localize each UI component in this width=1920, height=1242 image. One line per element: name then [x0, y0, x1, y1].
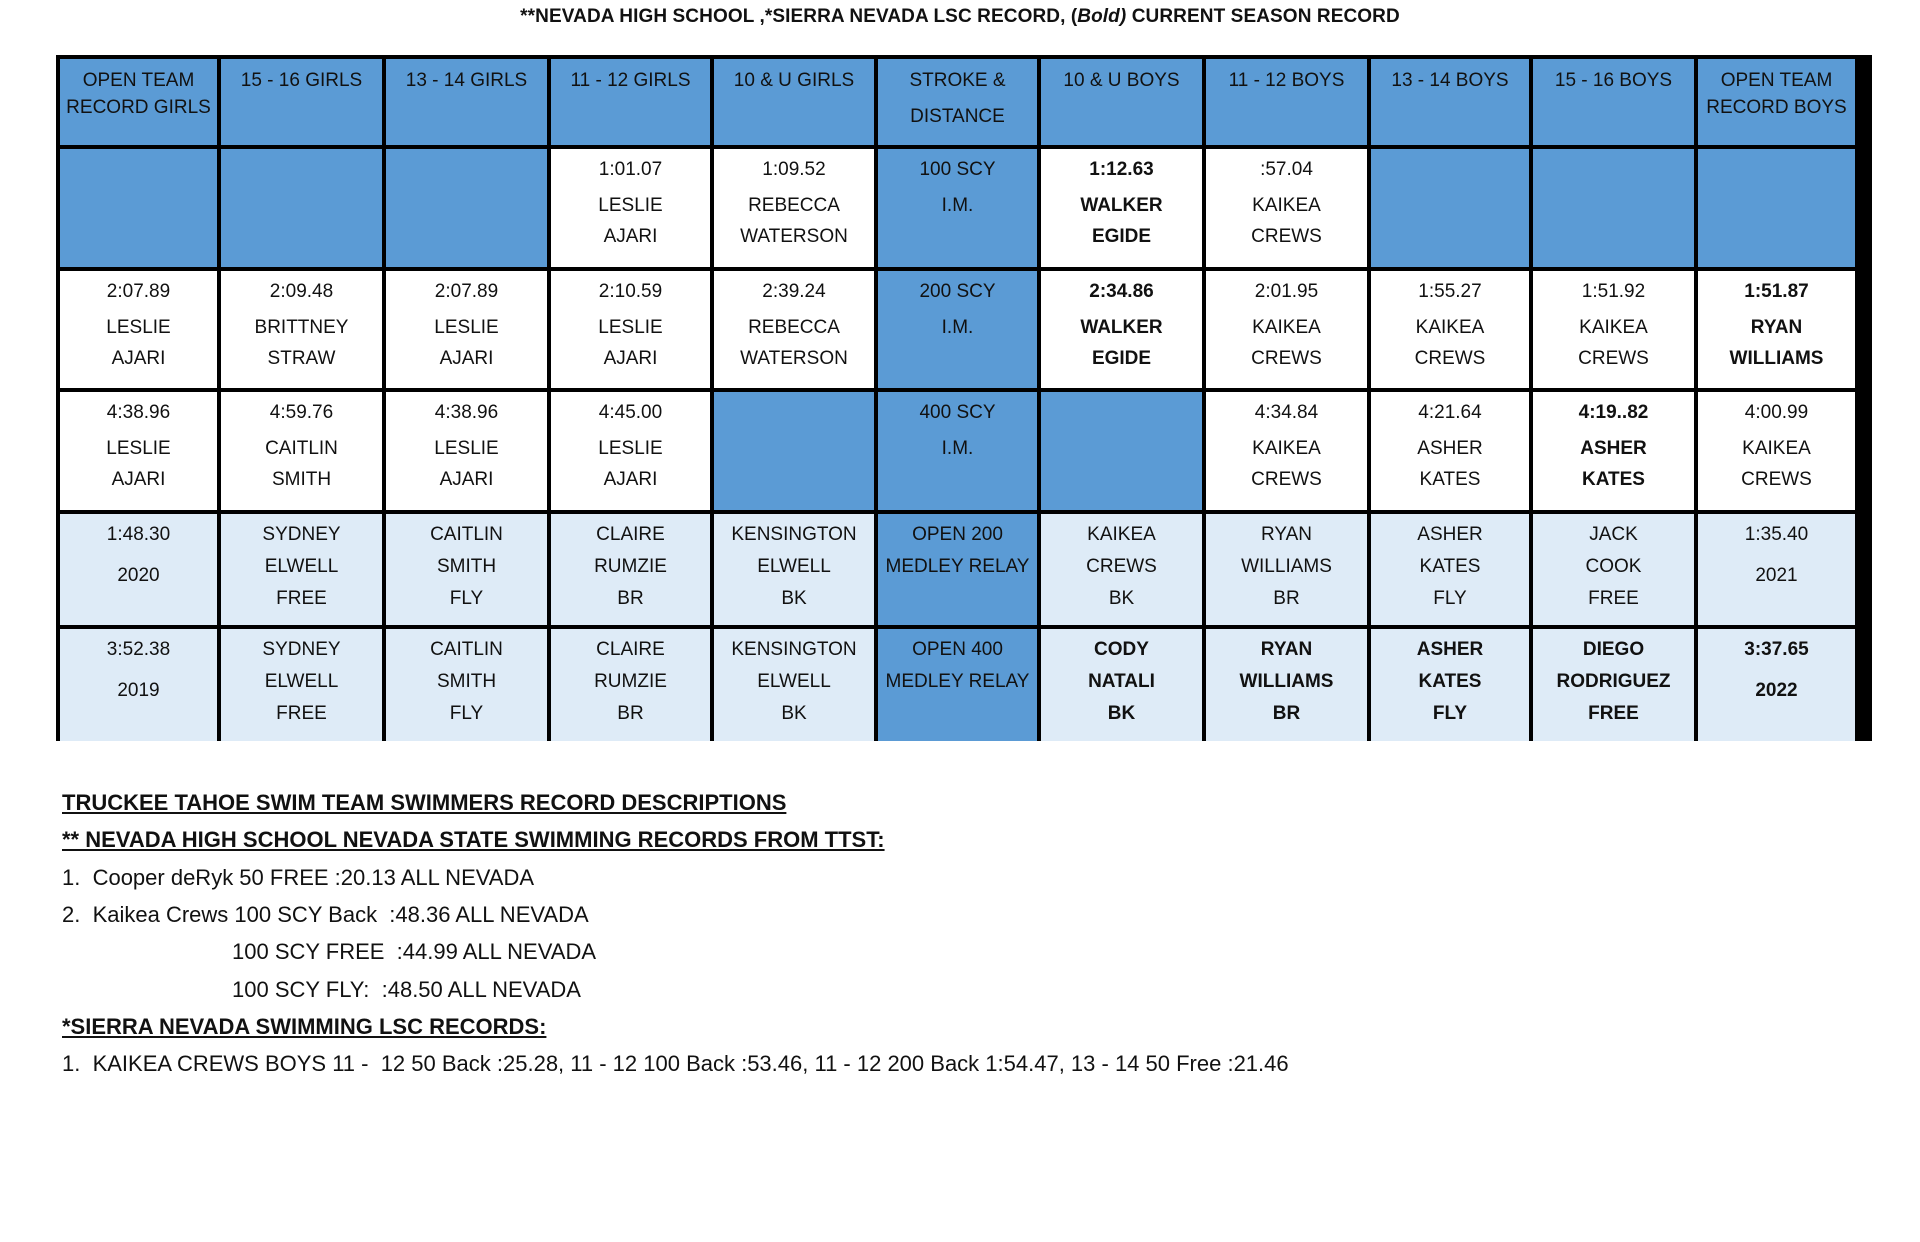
swimmer-last-name: WATERSON: [740, 348, 848, 369]
relay-stroke: FREE: [1588, 588, 1639, 609]
column-header: [714, 59, 874, 145]
relay-year: 2021: [1755, 565, 1798, 586]
swimmer-first-name: KENSINGTON: [731, 524, 857, 545]
column-header: [1041, 59, 1202, 145]
relay-stroke: FREE: [276, 703, 327, 724]
swimmer-last-name: CREWS: [1086, 556, 1157, 577]
swimmer-first-name: LESLIE: [106, 317, 171, 338]
record-cell: [551, 392, 710, 510]
relay-leg: [551, 629, 710, 741]
swimmer-last-name: CREWS: [1251, 226, 1322, 247]
swimmer-first-name: CAITLIN: [430, 524, 503, 545]
swimmer-last-name: SMITH: [436, 671, 497, 692]
relay-leg: [1533, 514, 1694, 625]
swimmer-first-name: LESLIE: [434, 317, 499, 338]
event-cell: [878, 514, 1037, 625]
empty-cell: [1533, 149, 1694, 267]
record-time: :57.04: [1260, 159, 1313, 180]
record-time: 4:38.96: [434, 402, 499, 423]
relay-girls-record: [60, 629, 217, 741]
relay-boys-record: [1698, 629, 1855, 741]
column-header-label: 15 - 16 GIRLS: [240, 70, 363, 91]
swimmer-first-name: CAITLIN: [265, 438, 338, 459]
column-header-label: STROKE &: [909, 70, 1006, 91]
record-cell: [1533, 392, 1694, 510]
column-header-label: DISTANCE: [910, 106, 1005, 127]
swimmer-first-name: LESLIE: [598, 195, 663, 216]
relay-stroke: FLY: [449, 703, 484, 724]
empty-cell: [1041, 392, 1202, 510]
swimmer-first-name: KAIKEA: [1252, 195, 1321, 216]
swimmer-last-name: RODRIGUEZ: [1556, 671, 1671, 692]
relay-leg: [1371, 629, 1529, 741]
event-cell: [878, 392, 1037, 510]
swimmer-last-name: KATES: [1582, 469, 1645, 490]
record-cell: [1698, 392, 1855, 510]
column-header-label: OPEN TEAM: [82, 70, 195, 91]
empty-cell: [60, 149, 217, 267]
record-cell: [1371, 271, 1529, 388]
event-label: OPEN 400: [912, 639, 1003, 660]
swimmer-first-name: JACK: [1589, 524, 1638, 545]
column-header-label: RECORD GIRLS: [66, 97, 211, 118]
record-time: 1:01.07: [598, 159, 663, 180]
column-header: [1206, 59, 1367, 145]
swimmer-last-name: STRAW: [267, 348, 336, 369]
nv-record-item: 100 SCY FREE :44.99 ALL NEVADA: [232, 939, 597, 964]
swimmer-last-name: AJARI: [111, 469, 166, 490]
swimmer-first-name: ASHER: [1417, 438, 1483, 459]
swimmer-first-name: RYAN: [1750, 317, 1803, 338]
swimmer-last-name: ELWELL: [757, 671, 831, 692]
relay-leg: [221, 514, 382, 625]
event-label: OPEN 200: [912, 524, 1003, 545]
swimmer-last-name: COOK: [1585, 556, 1642, 577]
event-label: 400 SCY: [919, 402, 996, 423]
swimmer-last-name: RUMZIE: [594, 556, 667, 577]
title-prefix: **NEVADA HIGH SCHOOL ,*SIERRA NEVADA LSC RECORD, (: [520, 6, 1078, 27]
swimmer-first-name: LESLIE: [598, 438, 663, 459]
relay-leg: [1533, 629, 1694, 741]
column-header-label: 15 - 16 BOYS: [1554, 70, 1673, 91]
record-cell: [1206, 392, 1367, 510]
swimmer-last-name: AJARI: [603, 348, 658, 369]
swimmer-first-name: SYDNEY: [262, 524, 341, 545]
swimmer-first-name: RYAN: [1260, 524, 1313, 545]
swimmer-last-name: WILLIAMS: [1241, 556, 1332, 577]
record-cell: [1206, 271, 1367, 388]
relay-time: 1:48.30: [106, 524, 171, 545]
relay-stroke: BK: [1108, 588, 1135, 609]
swimmer-first-name: REBECCA: [748, 195, 840, 216]
records-table: [56, 55, 1872, 741]
event-cell: [878, 629, 1037, 741]
swimmer-first-name: DIEGO: [1582, 639, 1645, 660]
record-time: 1:55.27: [1418, 281, 1482, 302]
swimmer-last-name: CREWS: [1251, 469, 1322, 490]
record-cell: [1371, 392, 1529, 510]
swimmer-first-name: SYDNEY: [262, 639, 341, 660]
record-cell: [60, 271, 217, 388]
empty-cell: [714, 392, 874, 510]
title-suffix: CURRENT SEASON RECORD: [1126, 6, 1400, 27]
swimmer-last-name: AJARI: [603, 469, 658, 490]
event-cell: [878, 149, 1037, 267]
swimmer-first-name: CLAIRE: [596, 639, 665, 660]
relay-time: 3:37.65: [1744, 639, 1809, 660]
relay-stroke: BR: [1273, 588, 1300, 609]
record-time: 2:07.89: [434, 281, 499, 302]
swimmer-first-name: LESLIE: [598, 317, 663, 338]
column-header-label: 13 - 14 BOYS: [1391, 70, 1509, 91]
empty-cell: [386, 149, 547, 267]
swimmer-last-name: AJARI: [439, 469, 494, 490]
record-time: 2:10.59: [598, 281, 663, 302]
record-time: 4:34.84: [1254, 402, 1319, 423]
swimmer-last-name: NATALI: [1088, 671, 1155, 692]
swimmer-last-name: WATERSON: [740, 226, 848, 247]
swimmer-first-name: RYAN: [1260, 639, 1313, 660]
event-label: I.M.: [941, 195, 974, 216]
relay-stroke: BR: [617, 588, 644, 609]
record-cell: [221, 271, 382, 388]
column-header: [878, 59, 1037, 145]
relay-leg: [714, 514, 874, 625]
swimmer-last-name: AJARI: [111, 348, 166, 369]
swimmer-last-name: ELWELL: [757, 556, 831, 577]
event-label: I.M.: [941, 438, 974, 459]
swimmer-last-name: CREWS: [1414, 348, 1486, 369]
record-cell: [1698, 271, 1855, 388]
relay-stroke: BK: [1107, 703, 1136, 724]
record-time: 2:07.89: [106, 281, 171, 302]
swimmer-last-name: KATES: [1419, 469, 1481, 490]
relay-leg: [386, 629, 547, 741]
record-cell: [1206, 149, 1367, 267]
nv-record-item: 2. Kaikea Crews 100 SCY Back :48.36 ALL NEVADA: [62, 902, 589, 927]
swimmer-last-name: WILLIAMS: [1239, 671, 1334, 692]
record-cell: [551, 271, 710, 388]
relay-time: 3:52.38: [106, 639, 171, 660]
swimmer-first-name: LESLIE: [106, 438, 171, 459]
record-cell: [60, 392, 217, 510]
record-cell: [1533, 271, 1694, 388]
relay-leg: [714, 629, 874, 741]
swimmer-first-name: CODY: [1094, 639, 1149, 660]
column-header: [60, 59, 217, 145]
event-cell: [878, 271, 1037, 388]
swimmer-last-name: ELWELL: [264, 556, 339, 577]
relay-girls-record: [60, 514, 217, 625]
relay-leg: [551, 514, 710, 625]
page-title: [0, 6, 1920, 28]
relay-stroke: BR: [617, 703, 644, 724]
swimmer-first-name: CLAIRE: [596, 524, 665, 545]
record-time: 2:34.86: [1089, 281, 1154, 302]
event-label: 200 SCY: [919, 281, 996, 302]
relay-leg: [221, 629, 382, 741]
swimmer-first-name: BRITTNEY: [254, 317, 349, 338]
swimmer-last-name: ELWELL: [264, 671, 339, 692]
relay-leg: [386, 514, 547, 625]
swimmer-first-name: WALKER: [1080, 195, 1163, 216]
swimmer-last-name: AJARI: [603, 226, 658, 247]
column-header-label: 13 - 14 GIRLS: [405, 70, 528, 91]
record-time: 2:09.48: [269, 281, 334, 302]
event-label: MEDLEY RELAY: [885, 671, 1030, 692]
column-header-label: OPEN TEAM: [1720, 70, 1833, 91]
column-header: [1533, 59, 1694, 145]
column-header-label: 10 & U GIRLS: [733, 70, 855, 91]
record-time: 4:19..82: [1578, 402, 1649, 423]
relay-leg: [1206, 514, 1367, 625]
lsc-record-item: 1. KAIKEA CREWS BOYS 11 - 12 50 Back :25.28, 11 - 12 100 Back :53.46, 11 - 12 200 Back 1:54.47, 13 - 14 50 Free :21.46: [62, 1051, 1289, 1076]
column-header-label: 10 & U BOYS: [1063, 70, 1180, 91]
relay-stroke: FLY: [1432, 703, 1468, 724]
record-time: 4:45.00: [598, 402, 663, 423]
column-header-label: 11 - 12 BOYS: [1228, 70, 1345, 91]
swimmer-first-name: KAIKEA: [1579, 317, 1648, 338]
column-header-label: RECORD BOYS: [1706, 97, 1847, 118]
swimmer-first-name: ASHER: [1417, 524, 1483, 545]
swimmer-first-name: LESLIE: [434, 438, 499, 459]
column-header-label: 11 - 12 GIRLS: [570, 70, 691, 91]
swimmer-first-name: KAIKEA: [1415, 317, 1485, 338]
swimmer-first-name: CAITLIN: [430, 639, 503, 660]
swimmer-last-name: RUMZIE: [594, 671, 667, 692]
swimmer-first-name: REBECCA: [748, 317, 840, 338]
swimmer-last-name: SMITH: [271, 469, 332, 490]
record-time: 1:51.92: [1581, 281, 1646, 302]
relay-year: 2022: [1755, 680, 1798, 701]
relay-leg: [1041, 629, 1202, 741]
lsc-records-heading: *SIERRA NEVADA SWIMMING LSC RECORDS:: [62, 1014, 547, 1039]
relay-stroke: FREE: [276, 588, 327, 609]
relay-stroke: FLY: [449, 588, 484, 609]
record-cell: [714, 271, 874, 388]
nv-records-heading: ** NEVADA HIGH SCHOOL NEVADA STATE SWIMMING RECORDS FROM TTST:: [62, 827, 885, 852]
column-header: [386, 59, 547, 145]
swimmer-last-name: CREWS: [1251, 348, 1322, 369]
swimmer-first-name: KAIKEA: [1087, 524, 1156, 545]
record-cell: [386, 392, 547, 510]
event-label: I.M.: [941, 317, 974, 338]
record-cell: [551, 149, 710, 267]
swimmer-last-name: KATES: [1419, 556, 1481, 577]
record-time: 4:00.99: [1744, 402, 1809, 423]
title-bold-label: Bold): [1077, 6, 1127, 27]
relay-stroke: BR: [1272, 703, 1301, 724]
event-label: 100 SCY: [919, 159, 996, 180]
relay-stroke: FREE: [1588, 703, 1639, 724]
relay-stroke: BK: [781, 703, 807, 724]
record-time: 2:39.24: [762, 281, 826, 302]
relay-year: 2019: [117, 680, 160, 701]
record-time: 4:21.64: [1418, 402, 1482, 423]
record-time: 1:51.87: [1744, 281, 1809, 302]
swimmer-first-name: KAIKEA: [1252, 438, 1321, 459]
swimmer-first-name: KAIKEA: [1252, 317, 1321, 338]
swimmer-last-name: CREWS: [1578, 348, 1649, 369]
swimmer-first-name: WALKER: [1080, 317, 1163, 338]
swimmer-last-name: AJARI: [439, 348, 494, 369]
swimmer-last-name: CREWS: [1741, 469, 1812, 490]
column-header: [551, 59, 710, 145]
record-cell: [1041, 271, 1202, 388]
relay-stroke: FLY: [1433, 588, 1467, 609]
relay-stroke: BK: [781, 588, 807, 609]
column-header: [1371, 59, 1529, 145]
swimmer-last-name: EGIDE: [1091, 226, 1152, 247]
column-header: [1698, 59, 1855, 145]
notes-heading: TRUCKEE TAHOE SWIM TEAM SWIMMERS RECORD DESCRIPTIONS: [62, 790, 787, 815]
swimmer-first-name: KAIKEA: [1742, 438, 1811, 459]
record-time: 4:38.96: [106, 402, 171, 423]
swimmer-last-name: EGIDE: [1091, 348, 1152, 369]
relay-leg: [1371, 514, 1529, 625]
swimmer-first-name: ASHER: [1580, 438, 1647, 459]
record-time: 1:12.63: [1089, 159, 1154, 180]
relay-time: 1:35.40: [1744, 524, 1809, 545]
relay-boys-record: [1698, 514, 1855, 625]
record-time: 4:59.76: [269, 402, 334, 423]
swimmer-last-name: KATES: [1418, 671, 1482, 692]
swimmer-last-name: WILLIAMS: [1729, 348, 1824, 369]
relay-year: 2020: [117, 565, 160, 586]
record-cell: [386, 271, 547, 388]
event-label: MEDLEY RELAY: [885, 556, 1030, 577]
swimmer-first-name: KENSINGTON: [731, 639, 857, 660]
record-cell: [221, 392, 382, 510]
nv-record-item: 1. Cooper deRyk 50 FREE :20.13 ALL NEVADA: [62, 865, 535, 890]
swimmer-first-name: ASHER: [1416, 639, 1484, 660]
empty-cell: [1371, 149, 1529, 267]
record-time: 1:09.52: [762, 159, 826, 180]
empty-cell: [1698, 149, 1855, 267]
column-header: [221, 59, 382, 145]
record-time: 2:01.95: [1254, 281, 1319, 302]
record-cell: [714, 149, 874, 267]
nv-record-item: 100 SCY FLY: :48.50 ALL NEVADA: [232, 977, 581, 1002]
swimmer-last-name: SMITH: [436, 556, 497, 577]
relay-leg: [1206, 629, 1367, 741]
empty-cell: [221, 149, 382, 267]
record-cell: [1041, 149, 1202, 267]
relay-leg: [1041, 514, 1202, 625]
